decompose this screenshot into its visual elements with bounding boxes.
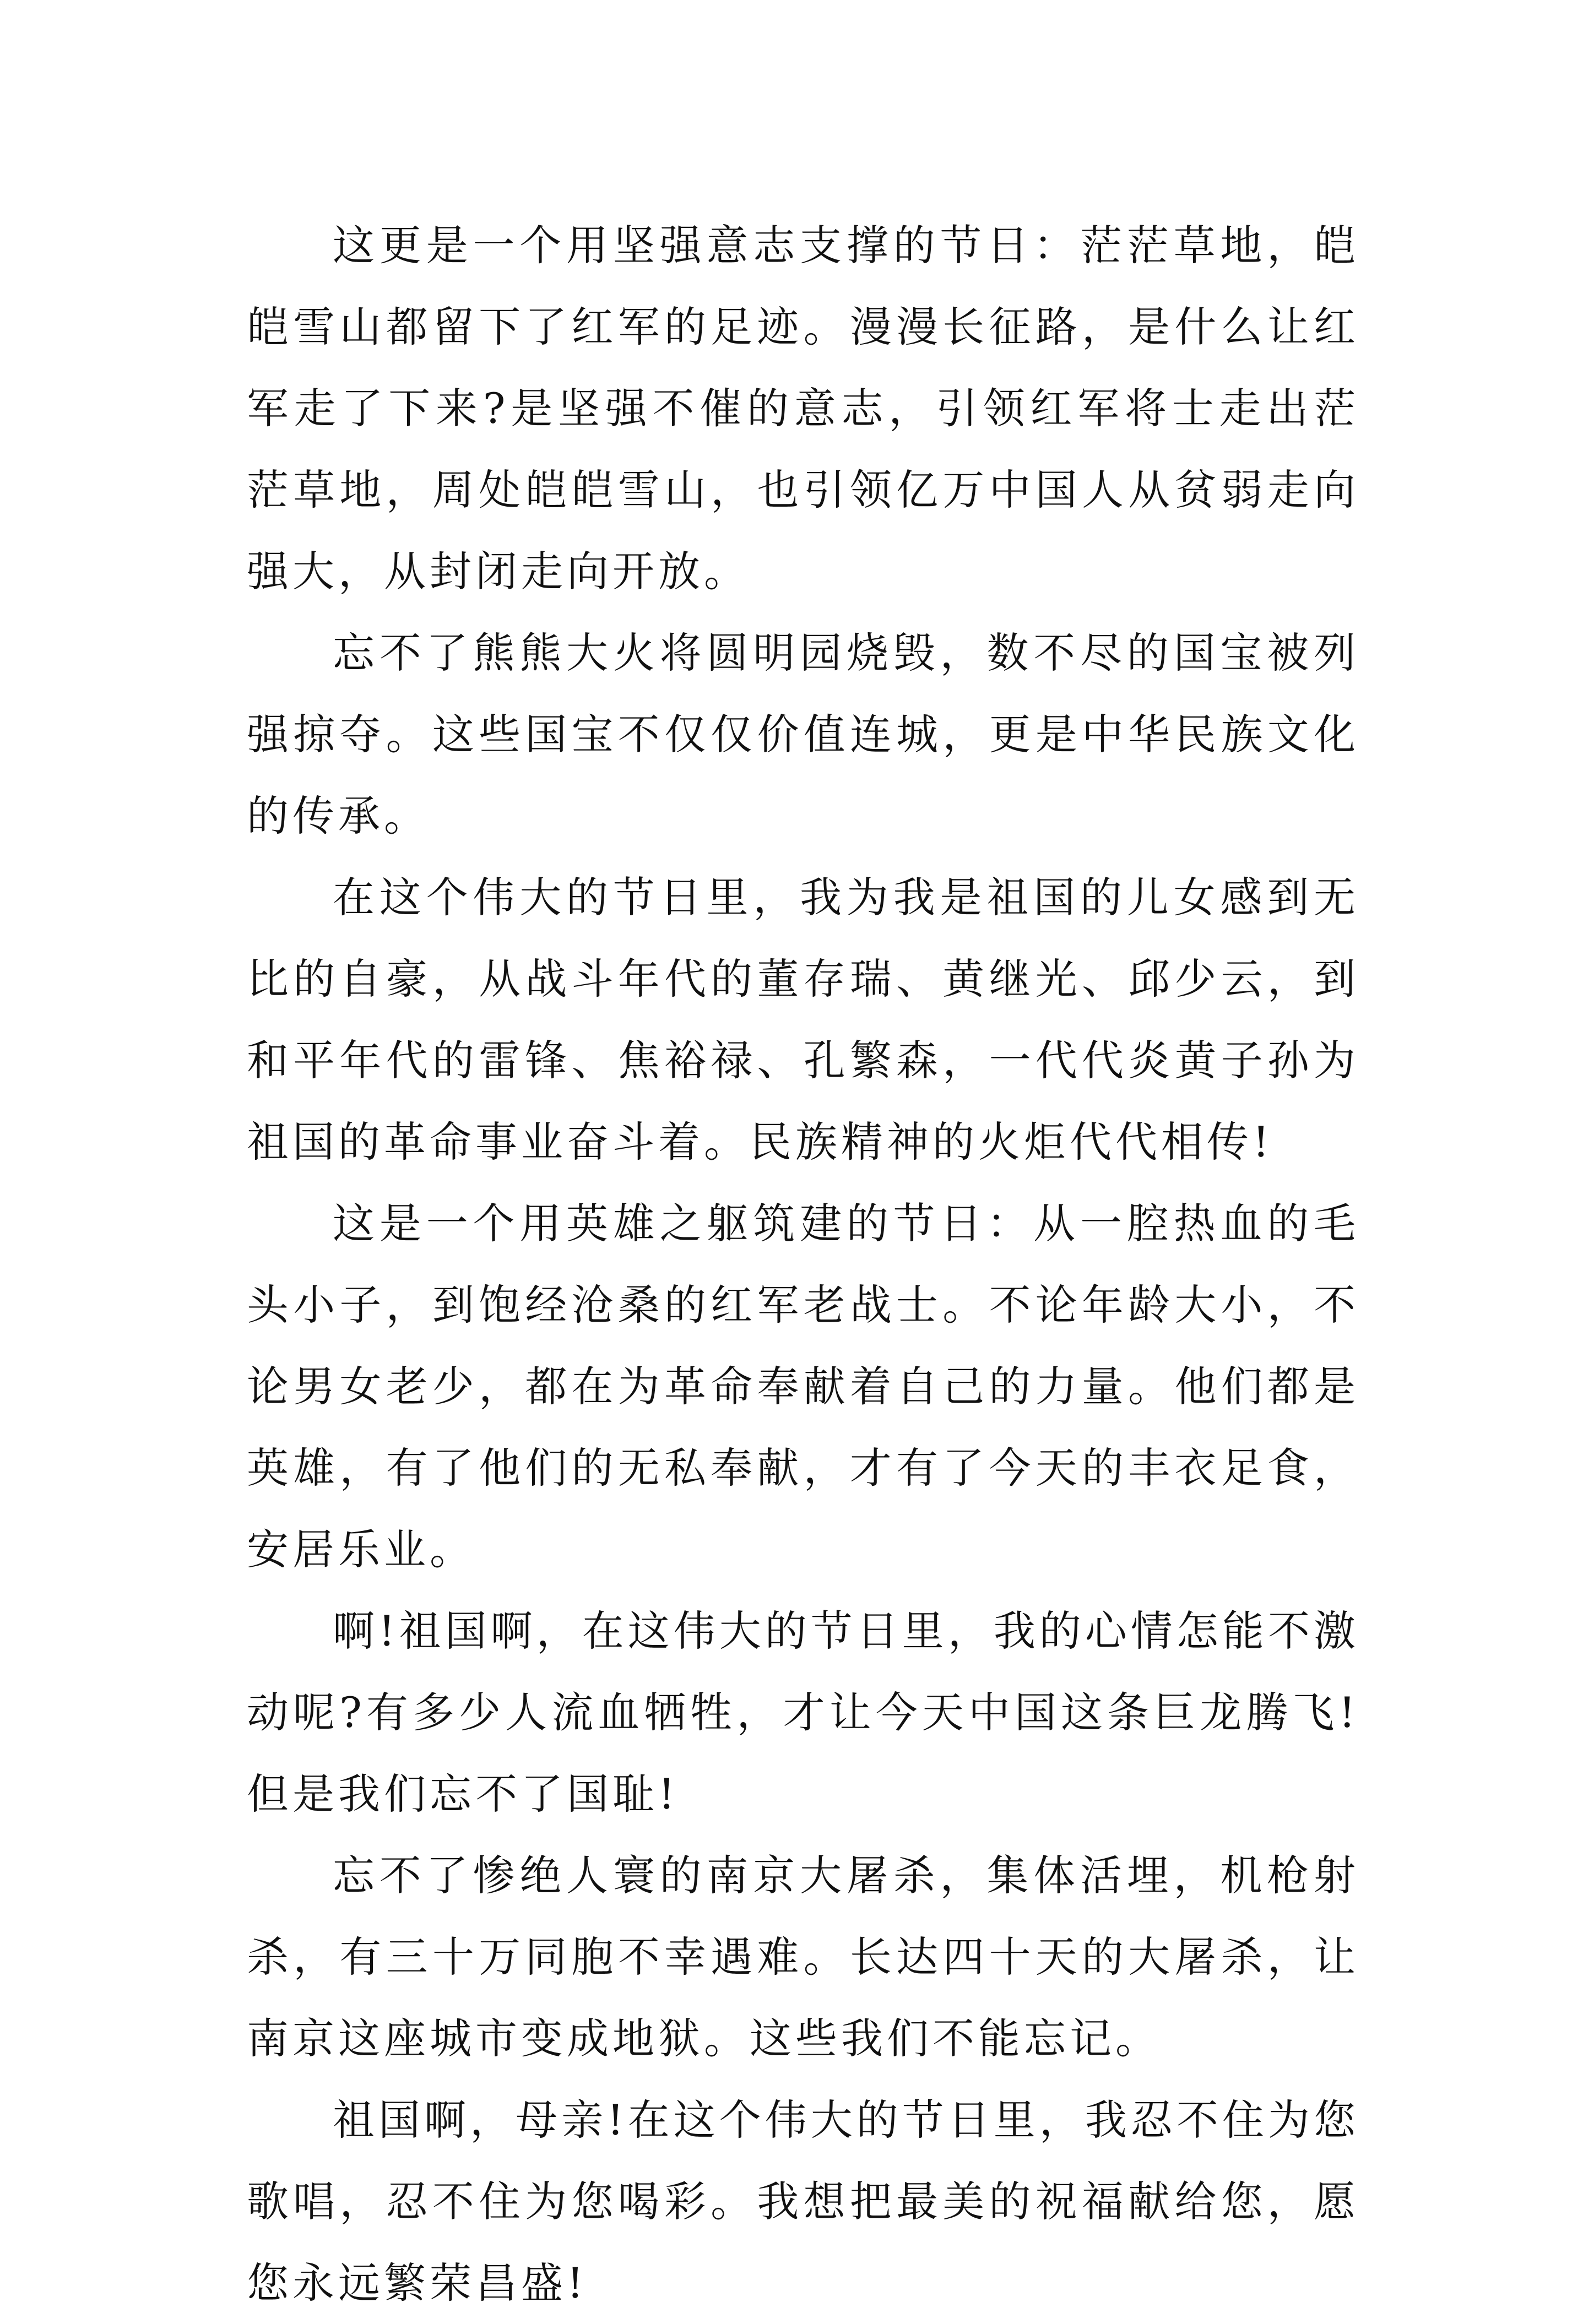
paragraph-2: 忘不了熊熊大火将圆明园烧毁，数不尽的国宝被列强掠夺。这些国宝不仅仅价值连城，更是中华民族文化的传承。: [247, 628, 1359, 840]
paragraph-6: 忘不了惨绝人寰的南京大屠杀，集体活埋，机枪射杀，有三十万同胞不幸遇难。长达四十天的大屠杀，让南京这座城市变成地狱。这些我们不能忘记。: [247, 1851, 1359, 2063]
paragraph-5: 啊!祖国啊，在这伟大的节日里，我的心情怎能不激动呢?有多少人流血牺牲，才让今天中国这条巨龙腾飞!但是我们忘不了国耻!: [247, 1606, 1359, 1818]
paragraph-7: 祖国啊，母亲!在这个伟大的节日里，我忍不住为您歌唱，忍不住为您喝彩。我想把最美的祝福献给您，愿您永远繁荣昌盛!: [247, 2095, 1359, 2307]
document-body: [247, 205, 1359, 2324]
paragraph-1: 这更是一个用坚强意志支撑的节日：茫茫草地，皑皑雪山都留下了红军的足迹。漫漫长征路，是什么让红军走了下来?是坚强不催的意志，引领红军将士走出茫茫草地，周处皑皑雪山，也引领亿万中国人从贫弱走向强大，从封闭走向开放。: [247, 221, 1359, 596]
paragraph-4: 这是一个用英雄之躯筑建的节日：从一腔热血的毛头小子，到饱经沧桑的红军老战士。不论年龄大小，不论男女老少，都在为革命奉献着自己的力量。他们都是英雄，有了他们的无私奉献，才有了今天的丰衣足食，安居乐业。: [247, 1199, 1359, 1574]
paragraph-3: 在这个伟大的节日里，我为我是祖国的儿女感到无比的自豪，从战斗年代的董存瑞、黄继光、邱少云，到和平年代的雷锋、焦裕禄、孔繁森，一代代炎黄子孙为祖国的革命事业奋斗着。民族精神的火炬代代相传!: [247, 873, 1359, 1166]
